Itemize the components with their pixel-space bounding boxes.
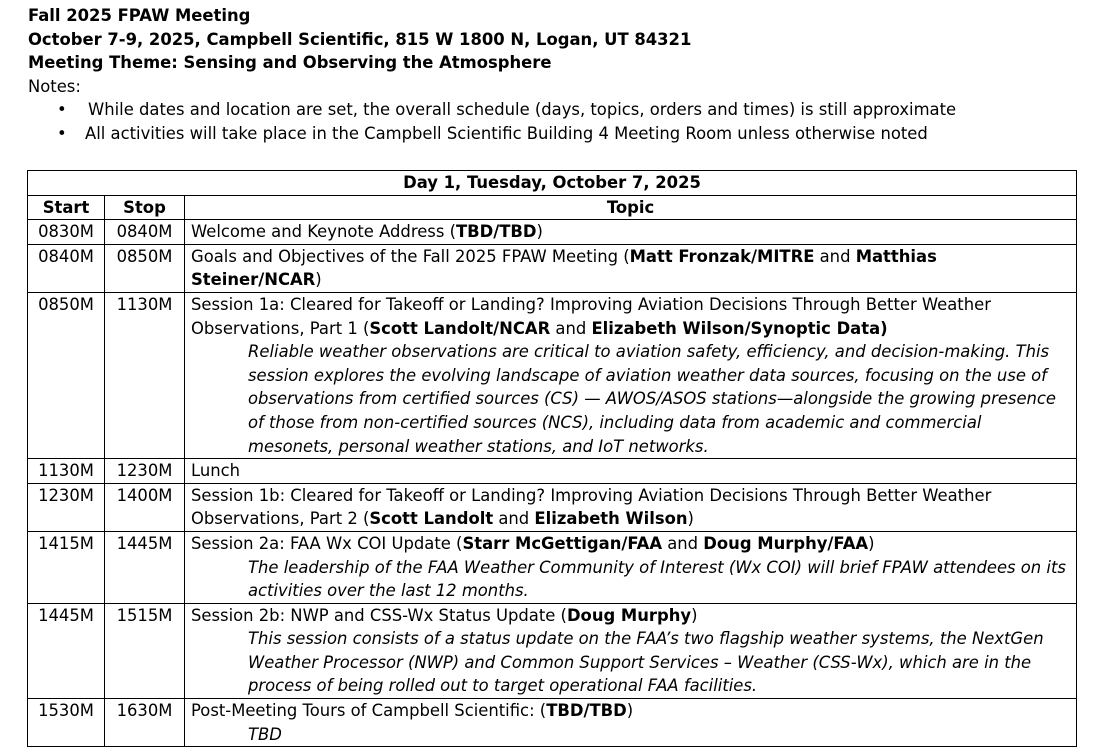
- topic-cell: [185, 603, 1077, 698]
- topic-cell: Lunch: [185, 459, 1077, 484]
- note-item: • All activities will take place in the Campbell Scientific Building 4 Meeting Room unless otherwise noted: [28, 122, 1088, 146]
- topic-cell: Goals and Objectives of the Fall 2025 FPAW Meeting (Matt Fronzak/MITRE and Matthias Steiner/NCAR): [185, 244, 1077, 292]
- document-header: [28, 4, 1088, 146]
- speaker: Elizabeth Wilson: [534, 509, 688, 529]
- stop-time: 0840M: [105, 220, 185, 245]
- bullet-icon: •: [57, 123, 67, 143]
- stop-time: 1515M: [105, 603, 185, 698]
- start-time: 0850M: [28, 292, 105, 458]
- speaker: Matt Fronzak/MITRE: [629, 246, 815, 266]
- table-row: [28, 459, 1077, 484]
- speaker: Doug Murphy/FAA: [703, 533, 869, 553]
- speaker: Scott Landolt/NCAR: [369, 318, 551, 338]
- column-header-topic: Topic: [185, 195, 1077, 220]
- day-title-row: [28, 171, 1077, 196]
- start-time: 1530M: [28, 699, 105, 747]
- stop-time: 1400M: [105, 483, 185, 531]
- day-title: Day 1, Tuesday, October 7, 2025: [28, 171, 1077, 196]
- speaker: Matthias Steiner/NCAR: [191, 246, 937, 290]
- column-header-start: Start: [28, 195, 105, 220]
- document-title: Fall 2025 FPAW Meeting: [28, 6, 251, 25]
- start-time: 1230M: [28, 483, 105, 531]
- topic-cell: [185, 531, 1077, 603]
- table-row: [28, 531, 1077, 603]
- stop-time: 1230M: [105, 459, 185, 484]
- stop-time: 0850M: [105, 244, 185, 292]
- topic-title: Post-Meeting Tours of Campbell Scientific: (TBD/TBD): [191, 701, 634, 721]
- table-row: [28, 699, 1077, 747]
- notes-list: [28, 98, 1088, 145]
- start-time: 0830M: [28, 220, 105, 245]
- topic-cell: Session 1b: Cleared for Takeoff or Landing? Improving Aviation Decisions Through Better Weather Observations, Part 2 (Scott Landolt and Elizabeth Wilson): [185, 483, 1077, 531]
- start-time: 1130M: [28, 459, 105, 484]
- notes-label: Notes:: [28, 76, 81, 96]
- table-row: [28, 603, 1077, 698]
- start-time: 1415M: [28, 531, 105, 603]
- table-row: [28, 483, 1077, 531]
- speaker: Elizabeth Wilson/Synoptic Data): [591, 318, 888, 338]
- note-item: • While dates and location are set, the overall schedule (days, topics, orders and times) is still approximate: [28, 98, 1088, 122]
- meeting-theme: Meeting Theme: Sensing and Observing the Atmosphere: [28, 53, 552, 73]
- stop-time: 1445M: [105, 531, 185, 603]
- session-description: This session consists of a status update on the FAA’s two flagship weather systems, the NextGen Weather Processor (NWP) and Common Support Services – Weather (CSS-Wx), which are in the process of being rolled out to target operational FAA facilities.: [248, 629, 1044, 696]
- topic-title: Session 2a: FAA Wx COI Update (Starr McGettigan/FAA and Doug Murphy/FAA): [191, 533, 875, 553]
- speaker: TBD/TBD: [546, 701, 627, 721]
- speaker: Scott Landolt: [369, 509, 494, 529]
- schedule-table: [27, 170, 1077, 747]
- topic-title: Session 1a: Cleared for Takeoff or Landing? Improving Aviation Decisions Through Better Weather Observations, Part 1 (Scott Landolt/NCAR and Elizabeth Wilson/Synoptic Data): [191, 294, 991, 338]
- session-description: TBD: [248, 724, 282, 744]
- start-time: 0840M: [28, 244, 105, 292]
- bullet-icon: •: [57, 100, 67, 120]
- stop-time: 1130M: [105, 292, 185, 458]
- topic-cell: [185, 699, 1077, 747]
- start-time: 1445M: [28, 603, 105, 698]
- column-header-row: [28, 195, 1077, 220]
- meeting-date-location: October 7-9, 2025, Campbell Scientific, 815 W 1800 N, Logan, UT 84321: [28, 29, 692, 49]
- topic-title: Session 2b: NWP and CSS-Wx Status Update (Doug Murphy): [191, 605, 698, 625]
- topic-cell: Welcome and Keynote Address (TBD/TBD): [185, 220, 1077, 245]
- table-row: [28, 220, 1077, 245]
- session-description: The leadership of the FAA Weather Community of Interest (Wx COI) will brief FPAW attendees on its activities over the last 12 months.: [248, 557, 1066, 601]
- stop-time: 1630M: [105, 699, 185, 747]
- table-row: [28, 244, 1077, 292]
- column-header-stop: Stop: [105, 195, 185, 220]
- table-row: [28, 292, 1077, 458]
- speaker: Doug Murphy: [566, 605, 692, 625]
- speaker: Starr McGettigan/FAA: [462, 533, 663, 553]
- topic-cell: [185, 292, 1077, 458]
- session-description: Reliable weather observations are critical to aviation safety, efficiency, and decision-making. This session explores the evolving landscape of aviation weather data sources, focusing on the use of observations from certified sources (CS) — AWOS/ASOS stations—alongside the growing presence of those from non-certified sources (NCS), including data from academic and commercial mesonets, personal weather stations, and IoT networks.: [248, 342, 1057, 456]
- speaker: TBD/TBD: [455, 222, 537, 242]
